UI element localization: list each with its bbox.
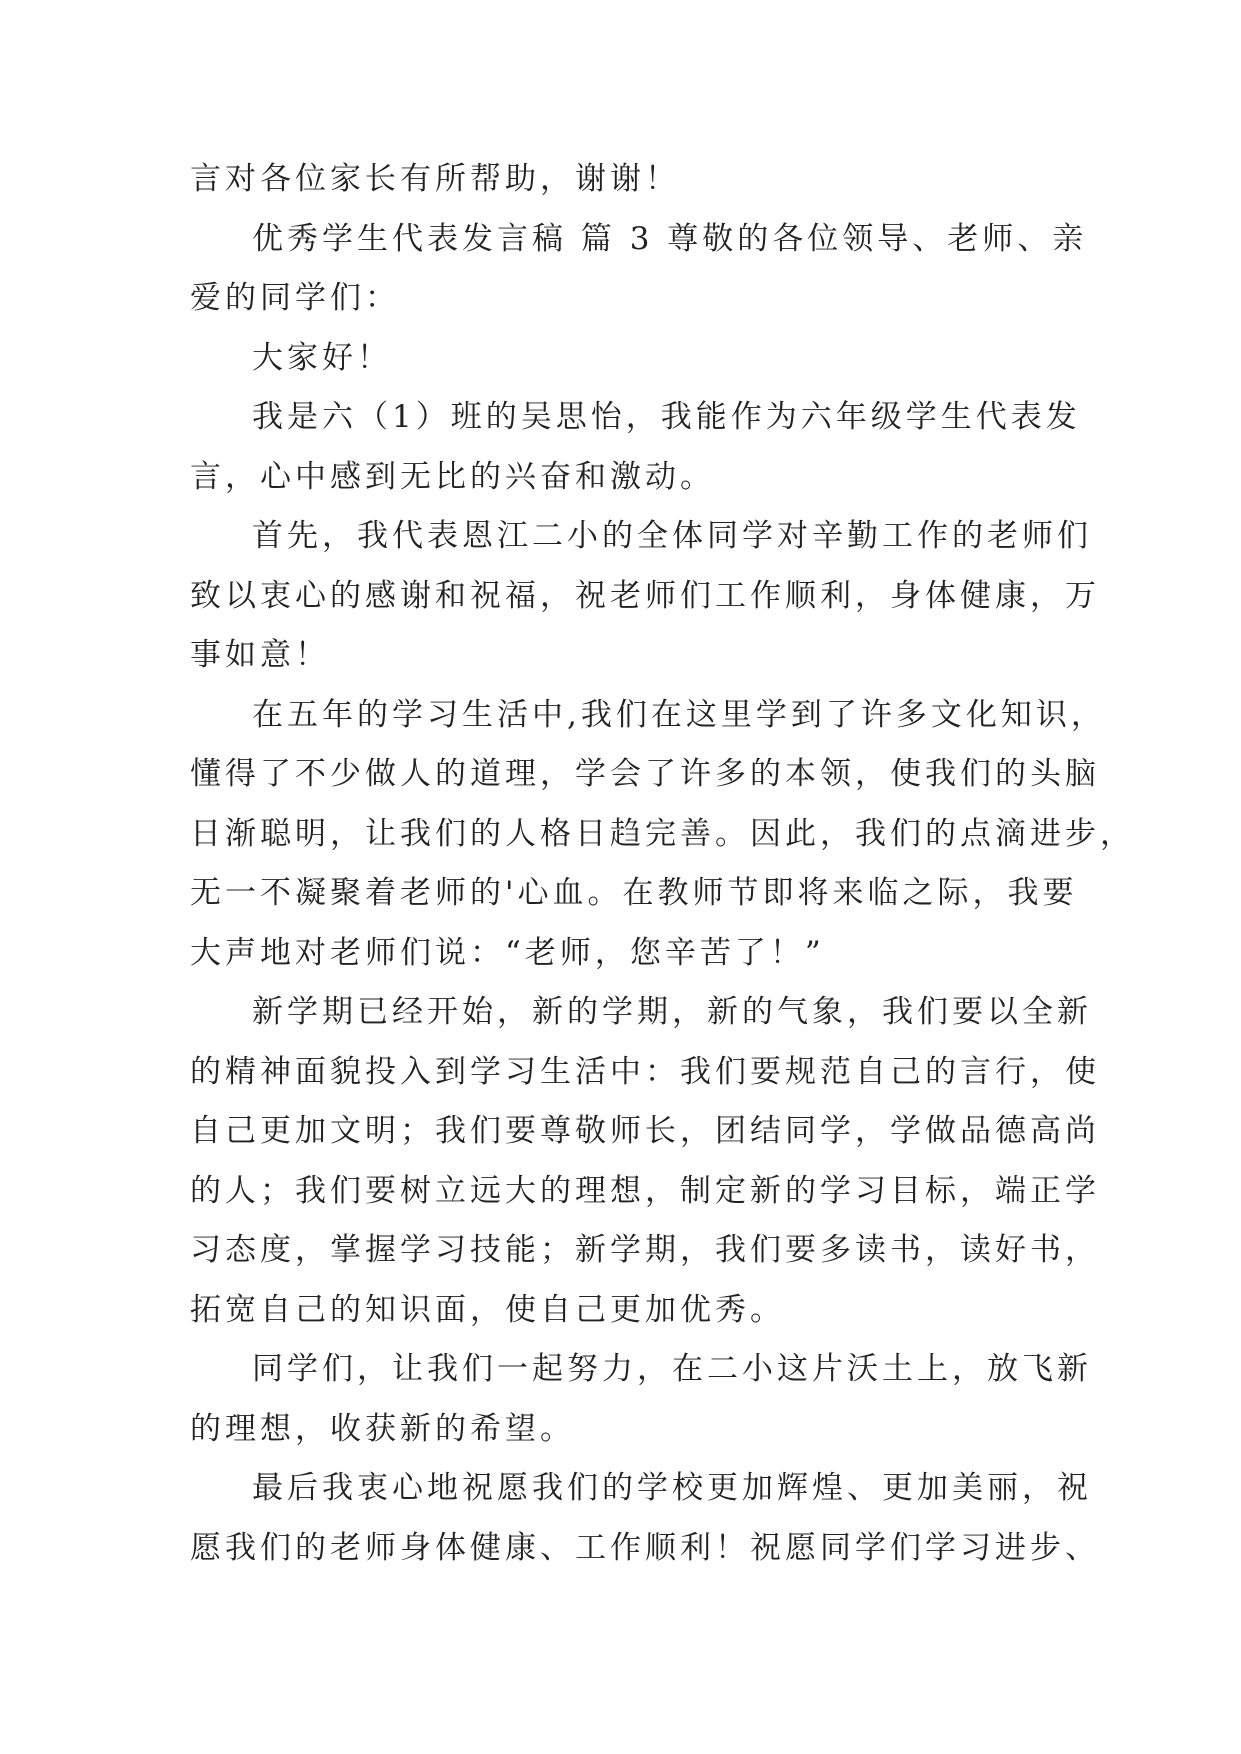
text-line: 事如意！ [190, 637, 330, 673]
text-line: 我是六（1）班的吴思怡，我能作为六年级学生代表发 [252, 399, 1081, 435]
text-line: 的精神面貌投入到学习生活中：我们要规范自己的言行，使 [190, 1053, 1100, 1090]
text-line: 首先，我代表恩江二小的全体同学对辛勤工作的老师们 [252, 518, 1092, 554]
text-line: 言对各位家长有所帮助，谢谢！ [190, 161, 680, 197]
text-line: 优秀学生代表发言稿 篇 3 尊敬的各位领导、老师、亲 [252, 220, 1088, 257]
text-line: 习态度，掌握学习技能；新学期，我们要多读书，读好书， [190, 1232, 1100, 1268]
text-line: 拓宽自己的知识面，使自己更加优秀。 [190, 1291, 785, 1328]
text-line: 言，心中感到无比的兴奋和激动。 [190, 458, 715, 495]
text-line: 愿我们的老师身体健康、工作顺利！祝愿同学们学习进步、 [190, 1529, 1100, 1566]
text-line: 最后我衷心地祝愿我们的学校更加辉煌、更加美丽，祝 [252, 1470, 1092, 1506]
text-line: 的理想，收获新的希望。 [190, 1410, 575, 1447]
document-body [190, 150, 1135, 1578]
text-line: 同学们，让我们一起努力，在二小这片沃土上，放飞新 [252, 1351, 1092, 1387]
text-line: 在五年的学习生活中,我们在这里学到了许多文化知识， [252, 696, 1106, 733]
text-line: 日渐聪明，让我们的人格日趋完善。因此，我们的点滴进步， [190, 815, 1135, 852]
text-line: 大家好！ [252, 339, 392, 376]
text-line: 大声地对老师们说：“老师，您辛苦了！” [190, 934, 825, 971]
text-line: 的人；我们要树立远大的理想，制定新的学习目标，端正学 [190, 1172, 1100, 1209]
text-line: 新学期已经开始，新的学期，新的气象，我们要以全新 [252, 994, 1092, 1030]
text-line: 懂得了不少做人的道理，学会了许多的本领，使我们的头脑 [190, 756, 1100, 792]
text-line: 自己更加文明；我们要尊敬师长，团结同学，学做品德高尚 [190, 1113, 1100, 1149]
text-line: 无一不凝聚着老师的'心血。在教师节即将来临之际，我要 [190, 875, 1078, 911]
text-line: 爱的同学们： [190, 280, 400, 316]
text-line: 致以衷心的感谢和祝福，祝老师们工作顺利，身体健康，万 [190, 577, 1100, 614]
